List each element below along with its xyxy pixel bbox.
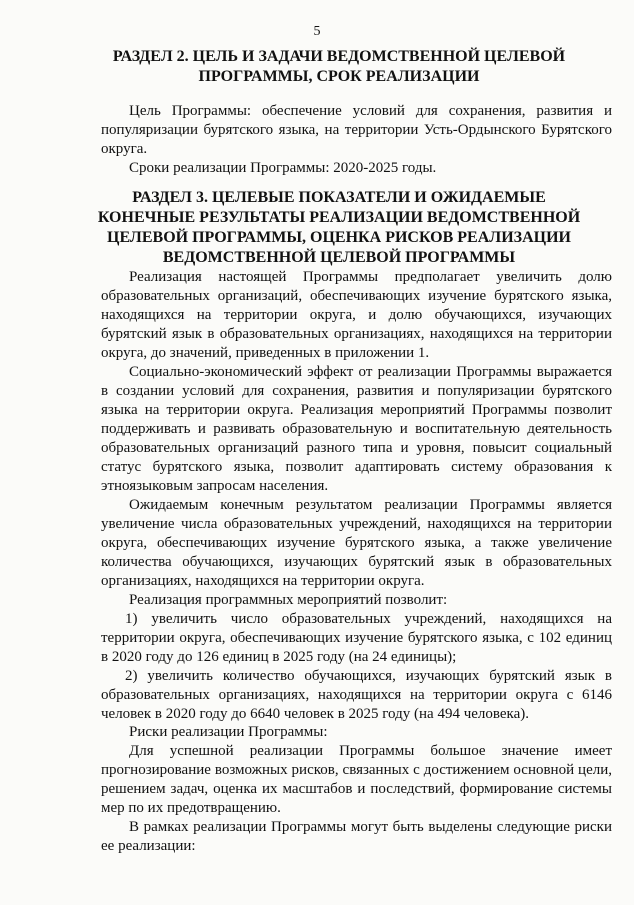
risks-heading: Риски реализации Программы: [129, 724, 328, 740]
section-2-body [101, 102, 612, 178]
list-item: 2) увеличить количество обучающихся, изучающих бурятский язык в образовательных организациях, находящихся на территории округа с 6146 человек в 2020 году до 6640 человек в 2025 году (на 494 человека). [101, 668, 612, 722]
section-2-heading: РАЗДЕЛ 2. ЦЕЛЬ И ЗАДАЧИ ВЕДОМСТВЕННОЙ ЦЕЛЕВОЙ ПРОГРАММЫ, СРОК РЕАЛИЗАЦИИ [112, 48, 566, 85]
section-3-heading: РАЗДЕЛ 3. ЦЕЛЕВЫЕ ПОКАЗАТЕЛИ И ОЖИДАЕМЫЕ КОНЕЧНЫЕ РЕЗУЛЬТАТЫ РЕАЛИЗАЦИИ ВЕДОМСТВЕННОЙ ЦЕЛЕВОЙ ПРОГРАММЫ, ОЦЕНКА РИСКОВ РЕАЛИЗАЦИИ ВЕДОМСТВЕННОЙ ЦЕЛЕВОЙ ПРОГРАММЫ [97, 189, 581, 266]
section-3-body [101, 268, 612, 724]
risks-section [101, 723, 612, 856]
body-paragraph: Реализация настоящей Программы предполагает увеличить долю образовательных организаций, обеспечивающих изучение бурятского языка, находящихся на территории округа, и долю обучающихся, изучающих бурятский язык в образовательных организациях, находящихся на территории округа, до значений, приведенных в приложении 1. [101, 269, 612, 361]
list-item: 1) увеличить число образовательных учреждений, находящихся на территории округа, обеспечивающих изучение бурятского языка, с 102 единиц в 2020 году до 126 единиц в 2025 году (на 24 единицы); [101, 611, 612, 665]
body-paragraph: Социально-экономический эффект от реализации Программы выражается в создании условий для сохранения, развития и популяризации бурятского языка на территории округа. Реализация мероприятий Программы позволит поддерживать и развивать образовательную и воспитательную деятельность образовательных организаций разного типа и уровня, повысит социальный статус бурятского языка, позволит адаптировать систему образования к этноязыковым запросам населения. [101, 364, 612, 494]
timeline-paragraph: Сроки реализации Программы: 2020-2025 годы. [129, 160, 437, 176]
goal-paragraph: Цель Программы: обеспечение условий для сохранения, развития и популяризации бурятского языка, на территории Усть-Ордынского Бурятского округа. [101, 103, 612, 157]
body-paragraph: Ожидаемым конечным результатом реализации Программы является увеличение числа образовательных учреждений, находящихся на территории округа, обеспечивающих изучение бурятского языка, а также увеличение количества обучающихся, изучающих бурятский язык в образовательных организациях, находящихся на территории округа. [101, 497, 612, 589]
page-number: 5 [313, 24, 321, 39]
body-paragraph: Реализация программных мероприятий позволит: [129, 592, 448, 608]
body-paragraph: Для успешной реализации Программы большое значение имеет прогнозирование возможных рисков, связанных с достижением основной цели, решением задач, оценка их масштабов и последствий, формирование системы мер по их предотвращению. [101, 743, 612, 816]
body-paragraph: В рамках реализации Программы могут быть выделены следующие риски ее реализации: [101, 819, 612, 854]
